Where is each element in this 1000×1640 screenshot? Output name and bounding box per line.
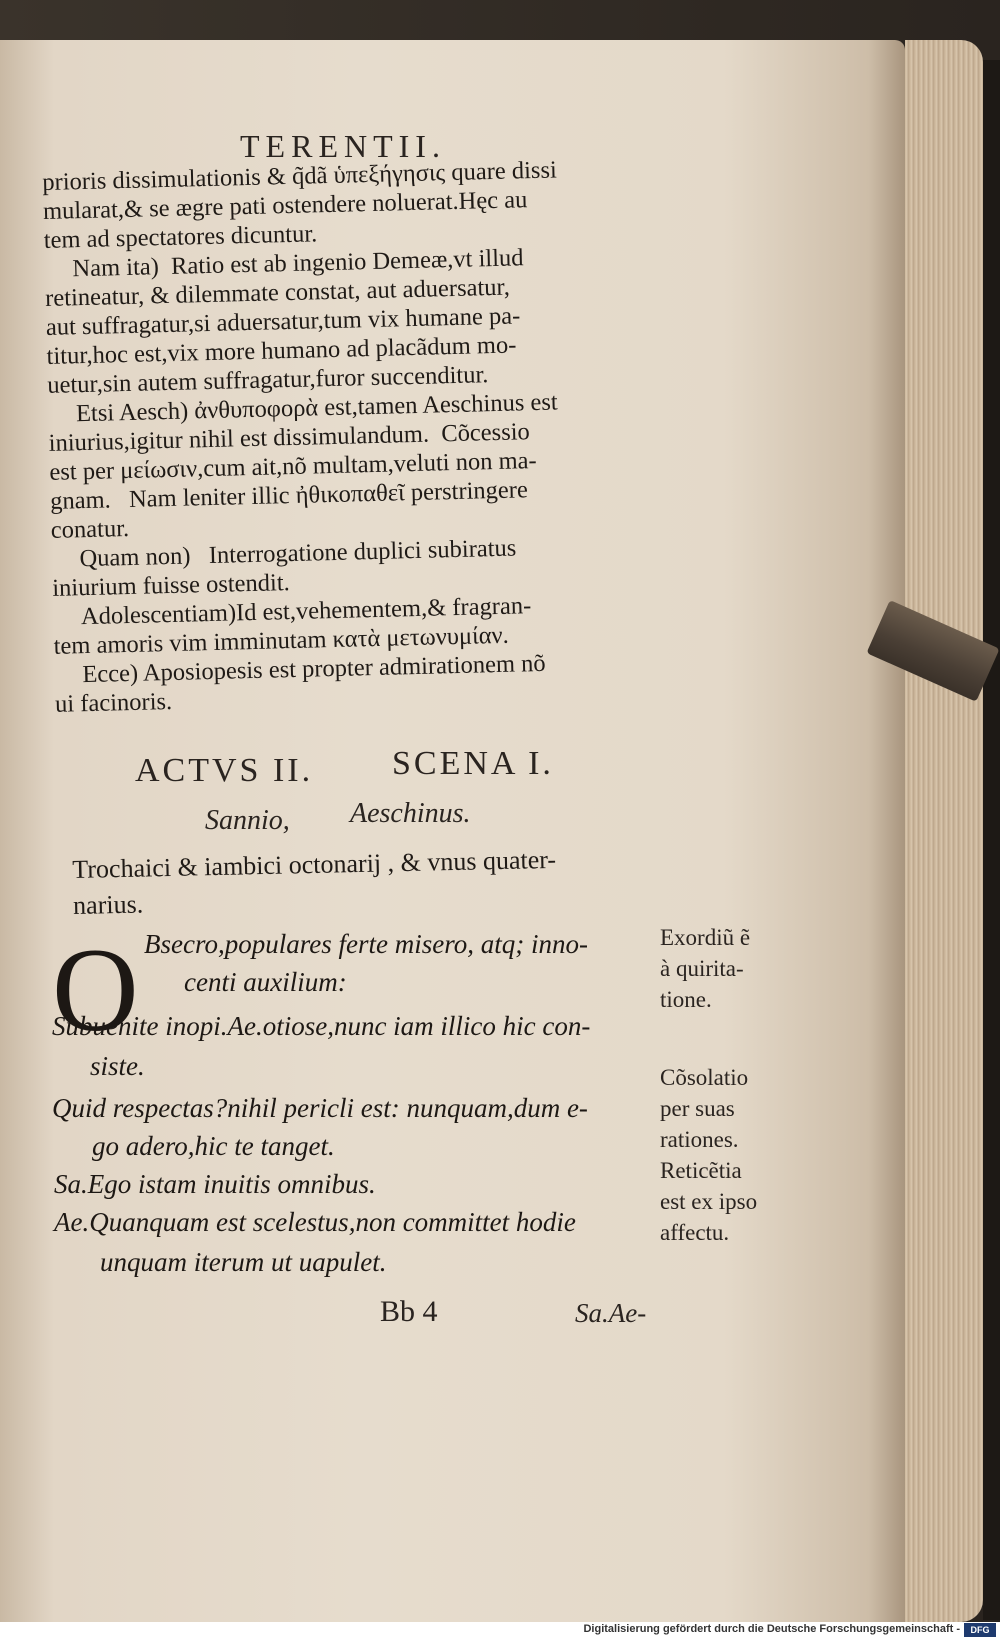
- binding-shadow: [983, 60, 1000, 1620]
- scene-heading: SCENA I.: [392, 745, 554, 782]
- running-title: TERENTII.: [240, 128, 446, 164]
- marginal-line: Exordiũ ẽ: [660, 925, 751, 950]
- marginal-note: [660, 1062, 800, 1155]
- person-aeschinus: Aeschinus.: [350, 798, 471, 829]
- commentary-line: prioris dissimulationis & q̃dã ὑπεξήγησις quare dissi: [42, 156, 558, 196]
- footer-credit: Digitalisierung gefördert durch die Deutsche Forschungsgemeinschaft -: [583, 1623, 960, 1635]
- commentary-line: tem ad spectatores dicuntur.: [43, 220, 318, 254]
- marginal-line: à quirita-: [660, 956, 744, 981]
- commentary-line: retineatur, & dilemmate constat, aut aduersatur,: [44, 273, 511, 312]
- act-heading: ACTVS II.: [135, 752, 314, 789]
- commentary-line: conatur.: [50, 514, 130, 544]
- commentary-line: ui facinoris.: [54, 687, 173, 718]
- page-fore-edge: [905, 40, 983, 1622]
- commentary-line: mularat,& se ægre pati ostendere noluerat.Hęc au: [42, 186, 528, 225]
- commentary-line: aut suffragatur,si aduersatur,tum vix humane pa-: [45, 302, 521, 341]
- commentary-line: iniurius,igitur nihil est dissimulandum. Cõcessio: [48, 418, 531, 457]
- commentary-line: Etsi Aesch) ἀνθυποφορὰ est,tamen Aeschinus est: [75, 388, 558, 428]
- commentary-line: iniurium fuisse ostendit.: [51, 569, 291, 602]
- commentary-line: est per μείωσιν,cum ait,nõ multam,veluti non ma-: [49, 447, 537, 486]
- verse-line: Quid respectas?nihil pericli est: nunquam,dum e-: [52, 1093, 588, 1123]
- verse-line: go adero,hic te tanget.: [92, 1131, 335, 1161]
- verse-line: Sa.Ego istam inuitis omnibus.: [54, 1169, 376, 1199]
- marginal-line: rationes.: [660, 1127, 739, 1152]
- marginal-line: affectu.: [660, 1220, 730, 1245]
- marginal-line: Reticẽtia: [660, 1158, 742, 1183]
- meter-note: [72, 840, 663, 924]
- commentary-line: Nam ita) Ratio est ab ingenio Demeæ,vt illud: [72, 244, 524, 283]
- dfg-logo: DFG: [964, 1623, 996, 1637]
- marginal-note: [660, 922, 800, 1015]
- verse-line: unquam iterum ut uapulet.: [100, 1247, 387, 1277]
- catchword: Sa.Ae-: [575, 1298, 647, 1328]
- marginal-line: est ex ipso: [660, 1189, 758, 1214]
- commentary-block: [42, 153, 665, 719]
- verse-line: Bsecro,populares ferte misero, atq; inno-: [144, 929, 588, 959]
- commentary-line: Quam non) Interrogatione duplici subiratus: [79, 534, 517, 573]
- commentary-line: Ecce) Aposiopesis est propter admirationem nõ: [82, 649, 546, 689]
- marginal-line: Cõsolatio: [660, 1065, 749, 1090]
- signature-mark: Bb 4: [380, 1295, 438, 1328]
- footer-bar: [0, 1622, 1000, 1640]
- marginal-line: per suas: [660, 1096, 735, 1121]
- commentary-line: uetur,sin autem suffragatur,furor succenditur.: [46, 361, 489, 399]
- verse-line: Subuenite inopi.Ae.otiose,nunc iam illico hic con-: [52, 1011, 591, 1041]
- meter-line: Trochaici & iambici octonarij , & vnus quater-: [72, 844, 557, 884]
- verse-line: centi auxilium:: [184, 967, 347, 997]
- meter-line: narius.: [72, 889, 144, 920]
- verse-line: Ae.Quanquam est scelestus,non committet hodie: [54, 1207, 576, 1237]
- person-sannio: Sannio,: [205, 805, 290, 836]
- marginal-note: [660, 1155, 800, 1248]
- commentary-line: Adolescentiam)Id est,vehementem,& fragran-: [80, 592, 532, 631]
- commentary-line: gnam. Nam leniter illic ἠθικοπαθεῖ perstringere: [49, 476, 529, 515]
- commentary-line: titur,hoc est,vix more humano ad placãdum mo-: [46, 331, 517, 370]
- drop-initial: O: [52, 923, 139, 1056]
- marginal-line: tione.: [660, 987, 712, 1012]
- verse-line: siste.: [90, 1051, 145, 1081]
- commentary-line: tem amoris vim imminutam κατὰ μετωνυμίαν.: [53, 621, 510, 660]
